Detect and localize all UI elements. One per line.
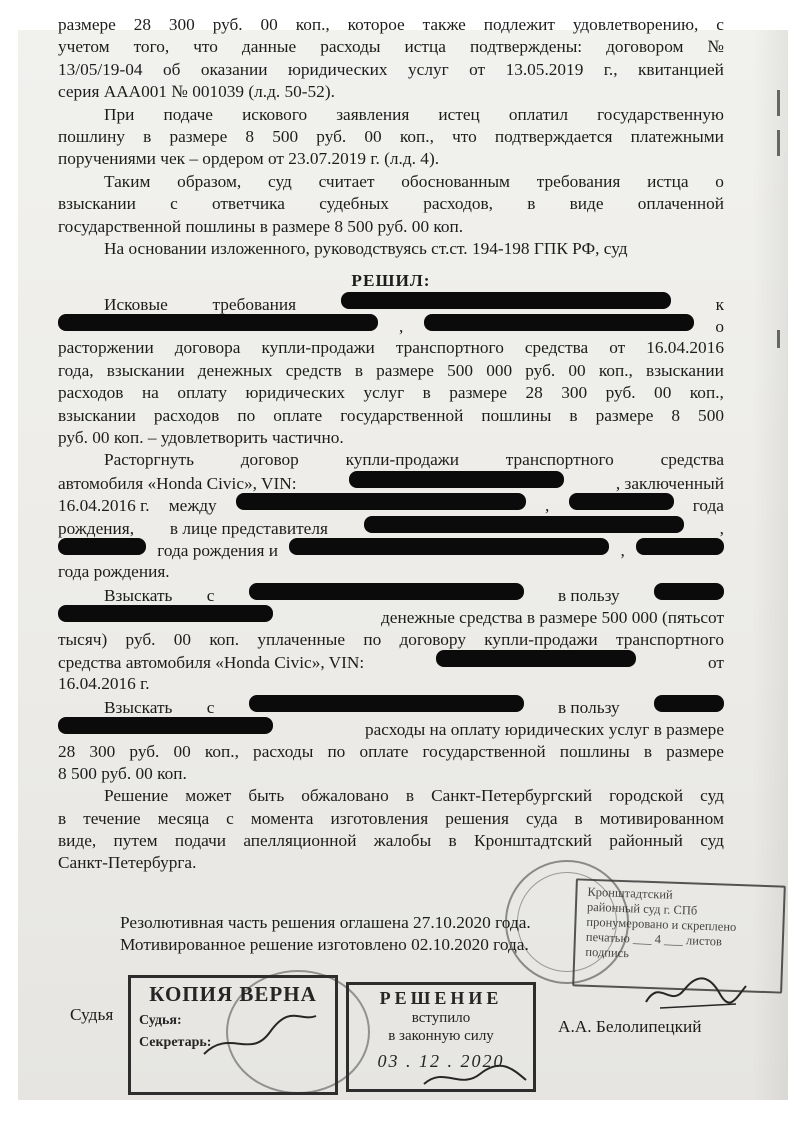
word: 13/05/19-04 bbox=[58, 59, 143, 79]
text-line bbox=[58, 808, 724, 830]
word: транспортного bbox=[505, 450, 614, 470]
text-line bbox=[58, 36, 724, 58]
word: считает bbox=[318, 171, 375, 191]
text-fragment: рождения, bbox=[58, 518, 135, 538]
word: истца bbox=[404, 37, 446, 57]
word: Таким bbox=[104, 171, 151, 191]
word: заявления bbox=[336, 104, 410, 124]
word: судебных bbox=[319, 194, 389, 214]
copy-stamp-title: КОПИЯ ВЕРНА bbox=[149, 982, 317, 1006]
document-body bbox=[58, 14, 724, 875]
word: размере bbox=[666, 741, 724, 761]
text-fragment: средства автомобиля «Honda Civic», VIN: bbox=[58, 652, 365, 672]
text-line bbox=[58, 629, 724, 651]
word: расходов, bbox=[423, 194, 493, 214]
decision-stamp-line: в законную силу bbox=[388, 1028, 494, 1044]
word: в bbox=[405, 786, 415, 806]
word: пошлины bbox=[559, 741, 630, 761]
judge-signature bbox=[640, 968, 750, 1018]
word: 00 bbox=[364, 126, 382, 146]
word: месяца bbox=[157, 808, 210, 828]
text-line bbox=[58, 337, 724, 359]
text-fragment: с bbox=[206, 585, 215, 605]
word: от bbox=[609, 338, 626, 358]
redaction-bar bbox=[58, 314, 378, 331]
word: размере bbox=[58, 15, 116, 34]
word: юридических bbox=[245, 383, 346, 403]
word: с bbox=[226, 808, 234, 828]
text-line bbox=[58, 696, 724, 718]
word: искового bbox=[242, 104, 308, 124]
word: руб. bbox=[605, 383, 636, 403]
word: виде, bbox=[58, 831, 97, 851]
word: 000 bbox=[486, 360, 513, 380]
word: коп., bbox=[689, 383, 724, 403]
word: 00 bbox=[654, 383, 672, 403]
text-line bbox=[58, 606, 724, 628]
word: от bbox=[469, 59, 486, 79]
word: г., bbox=[603, 59, 618, 79]
text-line bbox=[58, 104, 724, 126]
word: в bbox=[574, 808, 583, 828]
word: коп. bbox=[209, 629, 240, 649]
text-line bbox=[58, 763, 724, 785]
word: руб. bbox=[525, 360, 556, 380]
word: путем bbox=[113, 831, 158, 851]
word: коп., bbox=[399, 126, 434, 146]
text-line bbox=[58, 494, 724, 516]
word: учетом bbox=[58, 37, 110, 57]
word: что bbox=[193, 37, 218, 57]
word: Кронштадтский bbox=[474, 831, 592, 851]
word: изготовления bbox=[330, 808, 429, 828]
text-line bbox=[58, 539, 724, 561]
redaction-bar bbox=[249, 583, 524, 600]
text-fragment: автомобиля «Honda Civic», VIN: bbox=[58, 473, 297, 493]
word: государственную bbox=[597, 104, 724, 124]
redaction-bar bbox=[58, 605, 273, 622]
word: услуг bbox=[408, 59, 449, 79]
word: коп., bbox=[598, 360, 633, 380]
word: в bbox=[569, 405, 578, 425]
text-fragment: , заключенный bbox=[615, 473, 724, 493]
word: размере bbox=[376, 360, 434, 380]
word: оплаченной bbox=[637, 194, 724, 214]
redaction-bar bbox=[436, 650, 636, 667]
word: в bbox=[527, 194, 536, 214]
word: 300 bbox=[561, 383, 588, 403]
word: истец bbox=[438, 104, 480, 124]
word: средства bbox=[524, 338, 589, 358]
text-fragment: Санкт-Петербурга. bbox=[58, 853, 197, 873]
redaction-bar bbox=[636, 538, 724, 555]
text-fragment: 16.04.2016 г. bbox=[58, 496, 150, 516]
text-fragment: года bbox=[692, 496, 724, 516]
word: суд bbox=[268, 171, 292, 191]
text-fragment: года рождения и bbox=[157, 540, 279, 560]
word: 500 bbox=[698, 405, 724, 425]
word: 500 bbox=[272, 126, 299, 146]
stamp-signature bbox=[420, 1060, 530, 1096]
text-line bbox=[58, 651, 724, 673]
word: 00 bbox=[568, 360, 586, 380]
text-fragment: о bbox=[715, 317, 724, 337]
word: также bbox=[422, 15, 466, 34]
text-fragment: требования bbox=[212, 294, 297, 314]
word: решения bbox=[445, 808, 509, 828]
decision-heading bbox=[58, 270, 724, 292]
word: договора bbox=[174, 338, 241, 358]
binding-stamp-line: печатью ___ 4 ___ листов bbox=[585, 929, 723, 949]
copy-stamp-judge: Судья: bbox=[139, 1013, 182, 1028]
word: руб. bbox=[129, 741, 160, 761]
text-fragment: , bbox=[719, 518, 724, 538]
word: что bbox=[452, 126, 477, 146]
word: договор bbox=[240, 450, 299, 470]
binding-stamp-line: районный суд г. СПб bbox=[586, 899, 698, 918]
redaction-bar bbox=[341, 292, 671, 309]
word: 16.04.2016 bbox=[646, 338, 724, 358]
scan-edge-mark bbox=[777, 130, 780, 156]
word: оплату bbox=[177, 383, 228, 403]
word: договором bbox=[606, 37, 684, 57]
word: коп., bbox=[204, 741, 239, 761]
text-line bbox=[58, 59, 724, 81]
word: руб. bbox=[316, 126, 347, 146]
binding-stamp-line: подпись bbox=[585, 944, 630, 961]
word: в bbox=[448, 831, 457, 851]
word: расходы bbox=[320, 37, 381, 57]
word: с bbox=[170, 194, 178, 214]
word: средств bbox=[285, 360, 342, 380]
word: по bbox=[237, 405, 256, 425]
word: виде bbox=[569, 194, 604, 214]
decision-stamp-title: РЕШЕНИЕ bbox=[379, 988, 503, 1008]
word: взыскании bbox=[106, 360, 185, 380]
word: расторжении bbox=[58, 338, 154, 358]
word: расходы bbox=[253, 741, 314, 761]
redaction-bar bbox=[569, 493, 674, 510]
text-line bbox=[58, 238, 724, 260]
text-fragment: денежные средства в размере 500 000 (пятьсот bbox=[381, 608, 724, 628]
text-fragment: государственной пошлины в размере 8 500 руб. 00 коп. bbox=[58, 216, 464, 236]
word: 13.05.2019 bbox=[505, 59, 584, 79]
text-fragment: в лице представителя bbox=[169, 518, 328, 538]
text-line bbox=[58, 584, 724, 606]
decision-stamp-date: 03 . 12 . 2020 bbox=[377, 1051, 505, 1071]
text-fragment: в пользу bbox=[557, 697, 620, 717]
word: взыскании bbox=[646, 360, 724, 380]
redaction-bar bbox=[236, 493, 526, 510]
text-fragment: РЕШИЛ: bbox=[351, 271, 431, 291]
word: тысяч) bbox=[58, 629, 108, 649]
redaction-bar bbox=[424, 314, 694, 331]
word: в bbox=[422, 383, 431, 403]
word: момента bbox=[250, 808, 314, 828]
word: оплате bbox=[273, 405, 323, 425]
text-line bbox=[58, 81, 724, 103]
word: данные bbox=[241, 37, 297, 57]
word: 28 bbox=[525, 383, 543, 403]
word: 300 bbox=[168, 15, 195, 34]
text-fragment: Взыскать bbox=[104, 697, 173, 717]
text-line bbox=[58, 427, 724, 449]
word: в bbox=[643, 741, 653, 761]
word: 500 bbox=[447, 360, 474, 380]
word: уплаченные bbox=[257, 629, 346, 649]
redaction-bar bbox=[289, 538, 609, 555]
judge-label: Судья bbox=[70, 1005, 114, 1024]
word: в bbox=[58, 808, 67, 828]
word: на bbox=[141, 383, 159, 403]
word: 28 bbox=[133, 15, 151, 34]
judge-name: А.А. Белолипецкий bbox=[558, 1017, 702, 1036]
word: требования bbox=[536, 171, 621, 191]
word: о bbox=[715, 171, 724, 191]
word: подтверждены: bbox=[469, 37, 583, 57]
word: апелляционной bbox=[243, 831, 357, 851]
word: обоснованным bbox=[401, 171, 510, 191]
text-line bbox=[58, 673, 724, 695]
text-fragment: Взыскать bbox=[104, 585, 173, 605]
word: истца bbox=[647, 171, 689, 191]
word: Решение bbox=[104, 786, 169, 806]
text-line bbox=[58, 216, 724, 238]
text-fragment: 16.04.2016 г. bbox=[58, 674, 150, 694]
word: с bbox=[716, 15, 724, 34]
word: размере bbox=[595, 405, 654, 425]
redaction-bar bbox=[654, 695, 724, 712]
text-fragment: в пользу bbox=[557, 585, 620, 605]
word: которое bbox=[347, 15, 405, 34]
redaction-bar bbox=[58, 538, 146, 555]
text-fragment: 8 500 руб. 00 коп. bbox=[58, 763, 187, 783]
word: юридических bbox=[287, 59, 388, 79]
word: государственной bbox=[422, 741, 546, 761]
word: коп., bbox=[295, 15, 330, 34]
copy-signature bbox=[200, 1008, 320, 1068]
word: мотивированном bbox=[599, 808, 724, 828]
word: образом, bbox=[177, 171, 242, 191]
redaction-bar bbox=[364, 516, 684, 533]
word: руб. bbox=[125, 629, 156, 649]
redaction-bar bbox=[349, 471, 564, 488]
text-line bbox=[58, 171, 724, 193]
word: 300 bbox=[89, 741, 116, 761]
word: 00 bbox=[260, 15, 278, 34]
text-fragment: Исковые bbox=[104, 294, 168, 314]
word: оплате bbox=[359, 741, 409, 761]
text-line bbox=[58, 405, 724, 427]
word: в bbox=[143, 126, 152, 146]
word: районный bbox=[609, 831, 683, 851]
redaction-bar bbox=[654, 583, 724, 600]
word: расходов bbox=[153, 405, 220, 425]
binding-stamp-line: Кронштадтский bbox=[587, 884, 673, 902]
word: может bbox=[185, 786, 232, 806]
word: удовлетворению, bbox=[572, 15, 699, 34]
word: 8 bbox=[245, 126, 255, 146]
word: услуг bbox=[363, 383, 405, 403]
word: транспортного bbox=[615, 629, 724, 649]
word: руб. bbox=[212, 15, 243, 34]
word: взыскании bbox=[58, 194, 136, 214]
word: подаче bbox=[163, 104, 213, 124]
text-line bbox=[58, 852, 724, 874]
text-line bbox=[58, 830, 724, 852]
word: договору bbox=[399, 629, 466, 649]
word: платежными bbox=[630, 126, 724, 146]
word: 00 bbox=[173, 741, 191, 761]
scan-edge-mark bbox=[777, 90, 780, 116]
text-line bbox=[58, 14, 724, 36]
text-line bbox=[58, 741, 724, 763]
word: При bbox=[104, 104, 135, 124]
word: купли-продажи bbox=[261, 338, 375, 358]
redaction-bar bbox=[249, 695, 524, 712]
word: купли-продажи bbox=[484, 629, 598, 649]
word: жалобы bbox=[373, 831, 432, 851]
word: Расторгнуть bbox=[104, 450, 194, 470]
text-line bbox=[58, 472, 724, 494]
text-fragment: с bbox=[206, 697, 215, 717]
text-fragment: от bbox=[708, 652, 724, 672]
word: ответчика bbox=[211, 194, 285, 214]
word: года, bbox=[58, 360, 94, 380]
text-line bbox=[58, 382, 724, 404]
word: быть bbox=[248, 786, 285, 806]
announced-line: Резолютивная часть решения оглашена 27.10.2020 года. bbox=[120, 913, 531, 932]
motivated-line: Мотивированное решение изготовлено 02.10.2020 года. bbox=[120, 935, 529, 954]
text-line bbox=[58, 449, 724, 471]
word: подачи bbox=[174, 831, 227, 851]
text-fragment: серия ААА001 № 001039 (л.д. 50-52). bbox=[58, 82, 335, 102]
word: денежных bbox=[197, 360, 273, 380]
word: оказании bbox=[200, 59, 268, 79]
text-fragment: , bbox=[620, 540, 625, 560]
text-fragment: руб. 00 коп. – удовлетворить частично. bbox=[58, 428, 344, 448]
word: об bbox=[162, 59, 181, 79]
paragraph-gap bbox=[58, 260, 724, 270]
text-fragment: расходы на оплату юридических услуг в размере bbox=[364, 720, 724, 740]
word: обжаловано bbox=[301, 786, 389, 806]
text-line bbox=[58, 148, 724, 170]
word: суд bbox=[700, 831, 724, 851]
word: городской bbox=[609, 786, 684, 806]
redaction-bar bbox=[58, 717, 273, 734]
text-line bbox=[58, 126, 724, 148]
word: суд bbox=[700, 786, 724, 806]
word: взыскании bbox=[58, 405, 136, 425]
word: размере bbox=[169, 126, 228, 146]
text-line bbox=[58, 360, 724, 382]
binding-stamp-line: пронумеровано и скреплено bbox=[586, 914, 737, 934]
word: в bbox=[354, 360, 363, 380]
word: оплатил bbox=[508, 104, 569, 124]
word: расходов bbox=[58, 383, 124, 403]
word: средства bbox=[660, 450, 724, 470]
text-fragment: , bbox=[399, 317, 404, 337]
text-fragment: На основании изложенного, руководствуясь ст.ст. 194-198 ГПК РФ, суд bbox=[104, 238, 628, 258]
text-line bbox=[58, 785, 724, 807]
word: по bbox=[363, 629, 382, 649]
word: № bbox=[707, 37, 724, 57]
copy-stamp-secretary: Секретарь: bbox=[139, 1035, 212, 1050]
word: по bbox=[327, 741, 346, 761]
word: подтверждается bbox=[494, 126, 613, 146]
text-fragment: между bbox=[168, 496, 217, 516]
text-line bbox=[58, 315, 724, 337]
decision-stamp-line: вступило bbox=[411, 1010, 471, 1026]
text-line bbox=[58, 517, 724, 539]
word: Санкт-Петербургский bbox=[431, 786, 593, 806]
text-fragment: года рождения. bbox=[58, 562, 170, 582]
word: того, bbox=[133, 37, 170, 57]
text-line bbox=[58, 193, 724, 215]
scan-edge-mark bbox=[777, 330, 780, 348]
text-line bbox=[58, 293, 724, 315]
text-line bbox=[58, 718, 724, 740]
text-fragment: , bbox=[545, 496, 550, 516]
word: квитанцией bbox=[638, 59, 724, 79]
word: суда bbox=[526, 808, 558, 828]
word: 28 bbox=[58, 741, 76, 761]
word: подлежит bbox=[483, 15, 555, 34]
word: пошлины bbox=[481, 405, 552, 425]
word: пошлину bbox=[58, 126, 125, 146]
text-fragment: поручениями чек – ордером от 23.07.2019 г. (л.д. 4). bbox=[58, 149, 440, 169]
word: 8 bbox=[671, 405, 681, 425]
word: размере bbox=[449, 383, 508, 403]
text-fragment: к bbox=[715, 294, 724, 314]
word: купли-продажи bbox=[345, 450, 459, 470]
text-line bbox=[58, 561, 724, 583]
word: транспортного bbox=[395, 338, 504, 358]
word: течение bbox=[83, 808, 141, 828]
word: государственной bbox=[340, 405, 464, 425]
word: 00 bbox=[173, 629, 192, 649]
